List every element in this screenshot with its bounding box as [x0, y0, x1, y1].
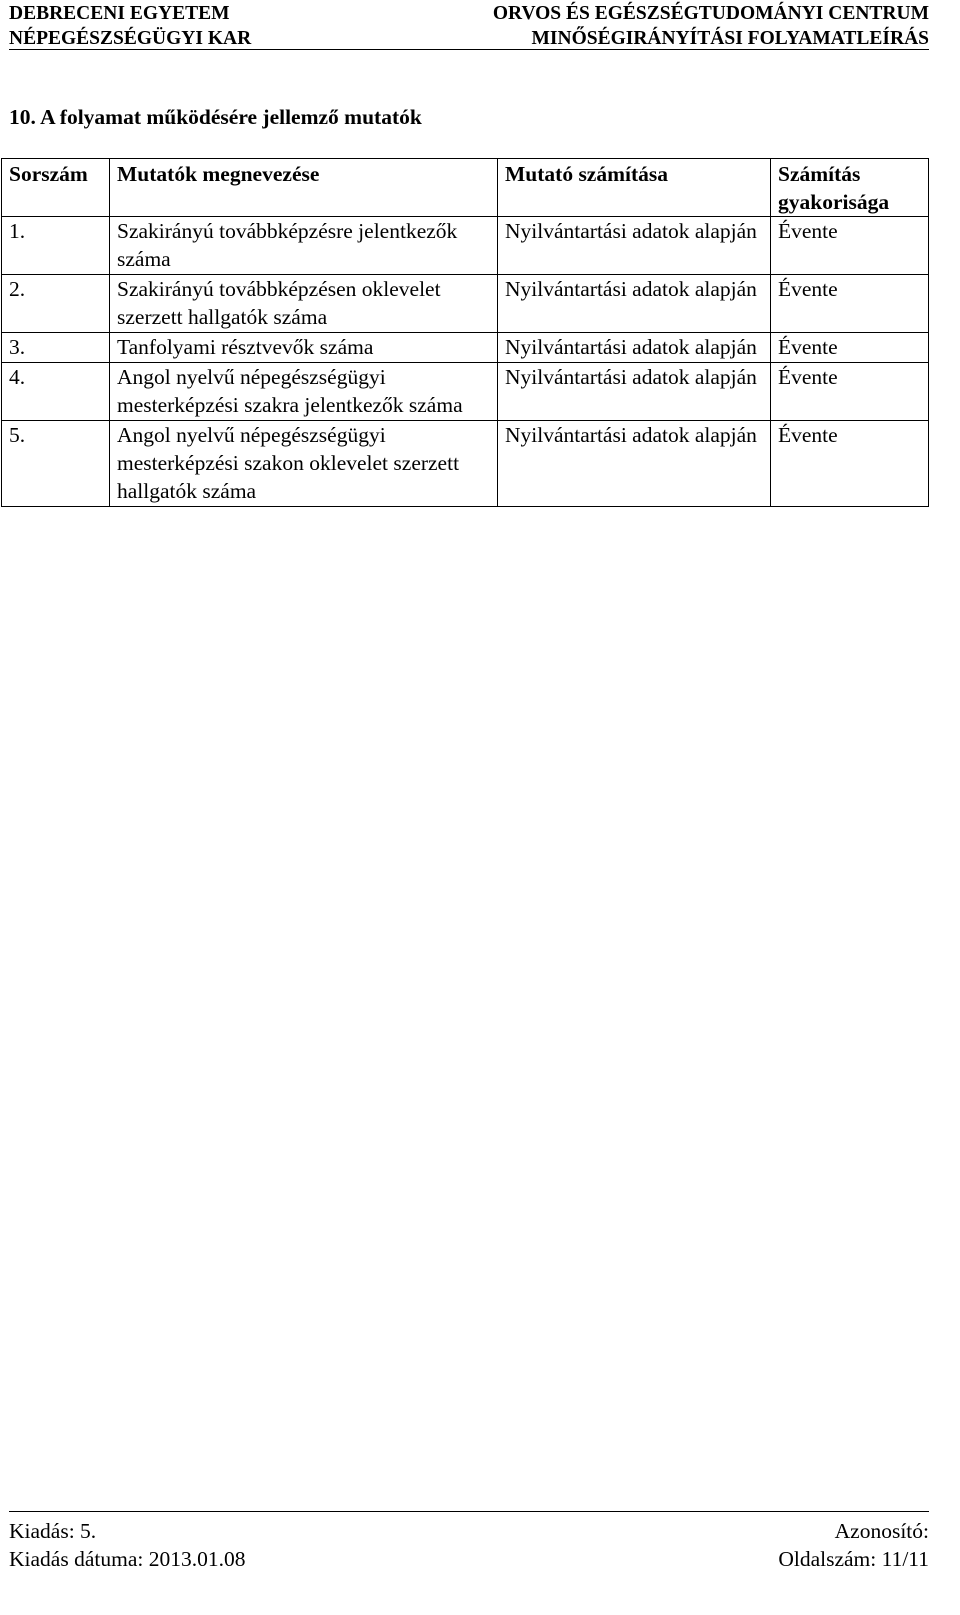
row-number: 1.: [2, 217, 110, 275]
calculation-method: Nyilvántartási adatok alapján: [498, 333, 771, 363]
calculation-frequency: Évente: [771, 333, 929, 363]
calculation-method: Nyilvántartási adatok alapján: [498, 217, 771, 275]
table-row: [2, 421, 929, 507]
calculation-frequency: Évente: [771, 363, 929, 421]
page-number: Oldalszám: 11/11: [778, 1547, 929, 1571]
calculation-method: Nyilvántartási adatok alapján: [498, 421, 771, 507]
column-header-calculation: Mutató számítása: [498, 159, 771, 217]
row-number: 3.: [2, 333, 110, 363]
section-title: 10. A folyamat működésére jellemző mutatók: [9, 105, 422, 129]
calculation-frequency: Évente: [771, 217, 929, 275]
page-header: [9, 1, 929, 50]
row-number: 5.: [2, 421, 110, 507]
faculty-name: NÉPEGÉSZSÉGÜGYI KAR: [9, 28, 252, 49]
calculation-frequency: Évente: [771, 275, 929, 333]
row-number: 2.: [2, 275, 110, 333]
calculation-method: Nyilvántartási adatok alapján: [498, 275, 771, 333]
indicator-name: Angol nyelvű népegészségügyi mesterképzési szakon oklevelet szerzett hallgatók száma: [110, 421, 498, 507]
university-name: DEBRECENI EGYETEM: [9, 3, 230, 24]
indicator-name: Szakirányú továbbképzésen oklevelet szerzett hallgatók száma: [110, 275, 498, 333]
indicator-name: Szakirányú továbbképzésre jelentkezők száma: [110, 217, 498, 275]
page-footer: [9, 1511, 929, 1612]
edition: Kiadás: 5.: [9, 1519, 97, 1543]
column-header-frequency: Számítás gyakorisága: [771, 159, 929, 217]
row-number: 4.: [2, 363, 110, 421]
center-name: ORVOS ÉS EGÉSZSÉGTUDOMÁNYI CENTRUM: [492, 3, 929, 24]
table-row: [2, 363, 929, 421]
table-row: [2, 333, 929, 363]
header-left: [9, 1, 251, 51]
calculation-frequency: Évente: [771, 421, 929, 507]
column-header-number: Sorszám: [2, 159, 110, 217]
table-row: [2, 217, 929, 275]
indicators-table: [1, 158, 929, 507]
edition-date: Kiadás dátuma: 2013.01.08: [9, 1547, 246, 1571]
column-header-indicator-name: Mutatók megnevezése: [110, 159, 498, 217]
indicator-name: Tanfolyami résztvevők száma: [110, 333, 498, 363]
calculation-method: Nyilvántartási adatok alapján: [498, 363, 771, 421]
header-right: [493, 1, 929, 51]
footer-right: [778, 1517, 929, 1573]
indicator-name: Angol nyelvű népegészségügyi mesterképzési szakra jelentkezők száma: [110, 363, 498, 421]
footer-left: [9, 1517, 245, 1573]
table-header-row: [2, 159, 929, 217]
document-type: MINŐSÉGIRÁNYÍTÁSI FOLYAMATLEÍRÁS: [531, 28, 929, 49]
table-row: [2, 275, 929, 333]
identifier: Azonosító:: [834, 1519, 929, 1543]
